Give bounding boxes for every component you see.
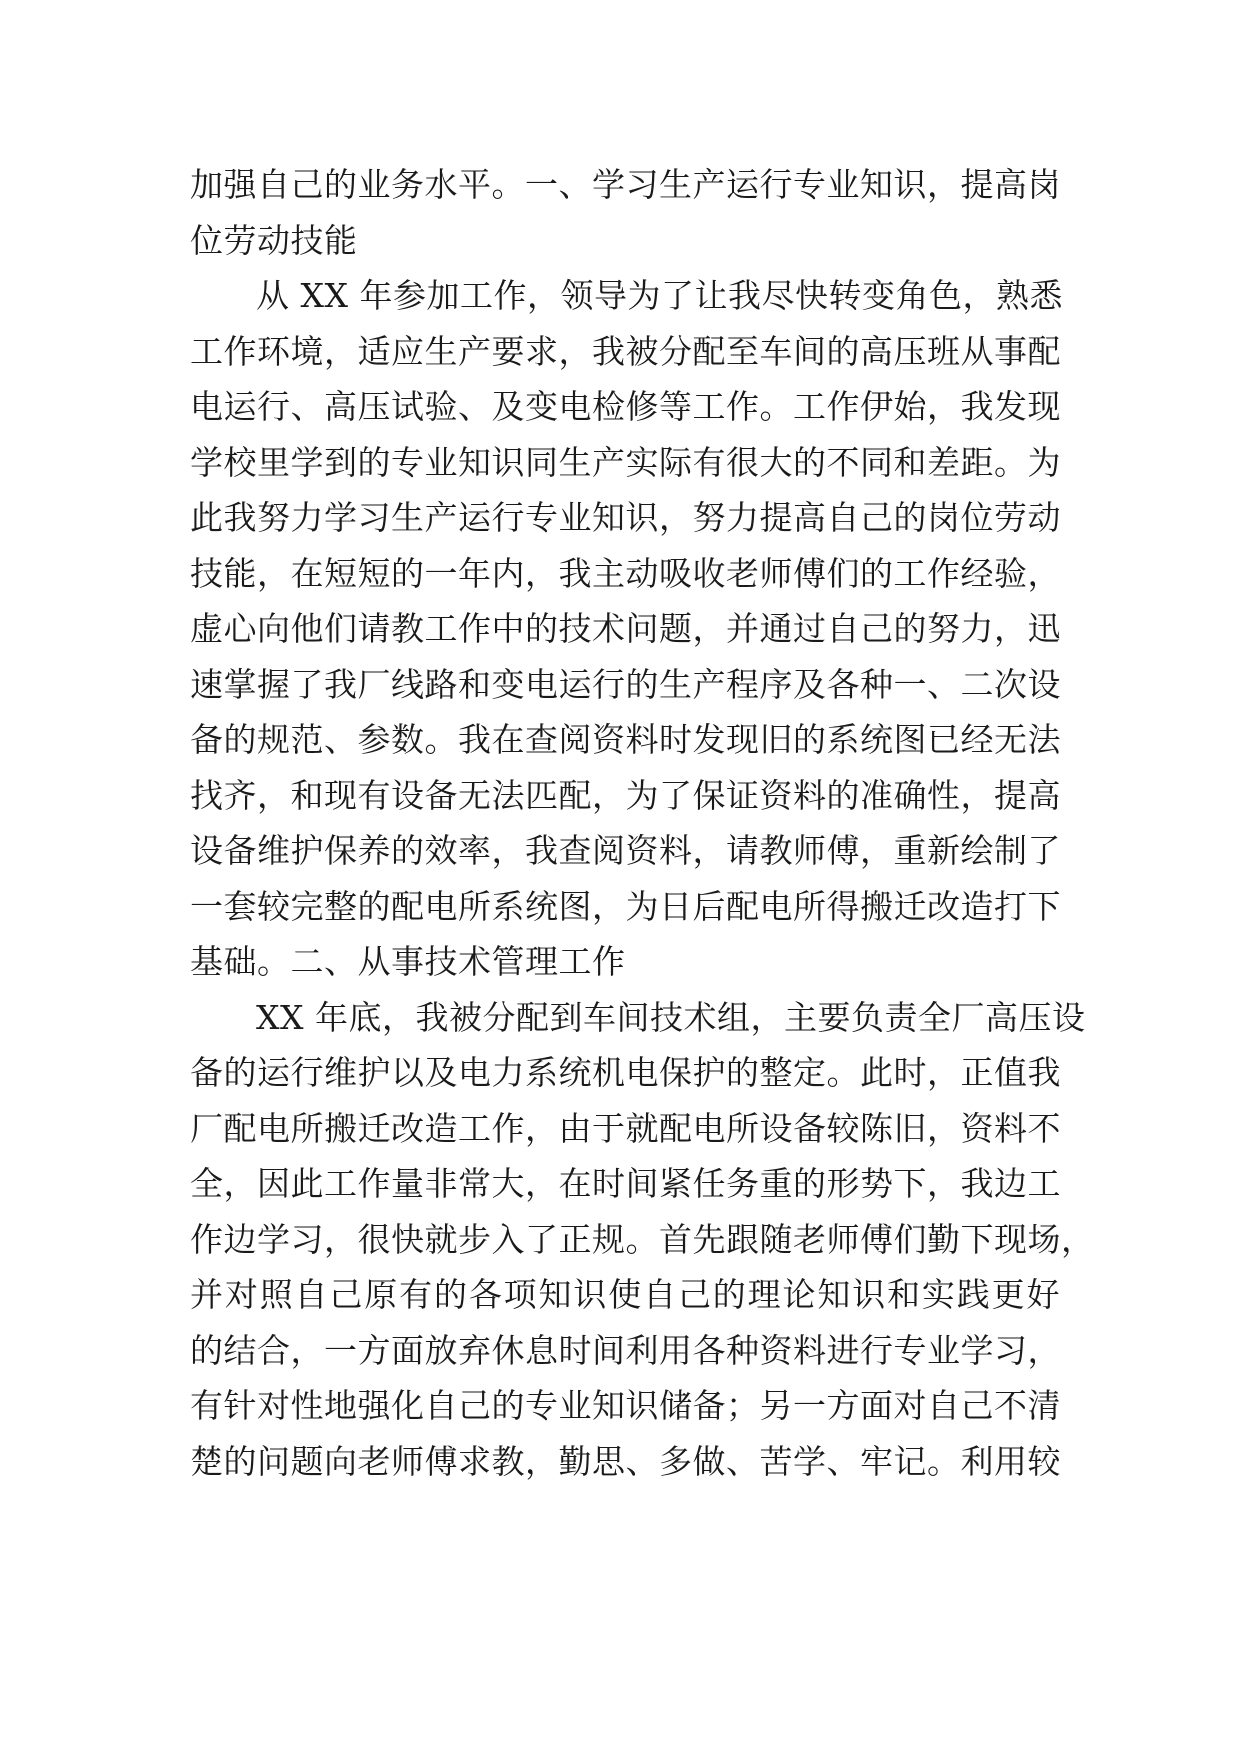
text-line: 作边学习，很快就步入了正规。首先跟随老师傅们勤下现场， <box>190 1219 1095 1259</box>
text-line: 的结合，一方面放弃休息时间利用各种资料进行专业学习， <box>190 1330 1061 1370</box>
text-line: 全，因此工作量非常大，在时间紧任务重的形势下，我边工 <box>190 1164 1061 1203</box>
text-line: 速掌握了我厂线路和变电运行的生产程序及各种一、二次设 <box>190 664 1061 704</box>
text-line: 工作环境，适应生产要求，我被分配至车间的高压班从事配 <box>190 331 1061 371</box>
text-line: 一套较完整的配电所系统图，为日后配电所得搬迁改造打下 <box>190 886 1061 926</box>
text-line: XX 年底，我被分配到车间技术组，主要负责全厂高压设 <box>256 997 1086 1037</box>
text-line: 加强自己的业务水平。一、学习生产运行专业知识，提高岗 <box>190 165 1061 204</box>
text-line: 楚的问题向老师傅求教，勤思、多做、苦学、牢记。利用较 <box>190 1441 1061 1481</box>
text-line: 从 XX 年参加工作，领导为了让我尽快转变角色，熟悉 <box>256 276 1063 315</box>
text-line: 备的运行维护以及电力系统机电保护的整定。此时，正值我 <box>190 1053 1061 1092</box>
text-line: 备的规范、参数。我在查阅资料时发现旧的系统图已经无法 <box>190 720 1061 759</box>
text-line: 此我努力学习生产运行专业知识，努力提高自己的岗位劳动 <box>190 498 1061 537</box>
text-line: 有针对性地强化自己的专业知识储备；另一方面对自己不清 <box>190 1386 1061 1425</box>
text-line: 找齐，和现有设备无法匹配，为了保证资料的准确性，提高 <box>190 775 1061 815</box>
text-line: 位劳动技能 <box>190 220 358 260</box>
text-line: 厂配电所搬迁改造工作，由于就配电所设备较陈旧，资料不 <box>190 1108 1061 1148</box>
text-line: 设备维护保养的效率，我查阅资料，请教师傅，重新绘制了 <box>190 831 1061 870</box>
text-line: 虚心向他们请教工作中的技术问题，并通过自己的努力，迅 <box>190 609 1061 648</box>
text-line: 电运行、高压试验、及变电检修等工作。工作伊始，我发现 <box>190 387 1061 426</box>
text-line: 并对照自己原有的各项知识使自己的理论知识和实践更好 <box>190 1275 1060 1314</box>
text-line: 基础。二、从事技术管理工作 <box>190 942 626 981</box>
text-line: 技能，在短短的一年内，我主动吸收老师傅们的工作经验， <box>190 553 1061 593</box>
document-body <box>190 157 1095 1489</box>
text-line: 学校里学到的专业知识同生产实际有很大的不同和差距。为 <box>190 442 1061 482</box>
